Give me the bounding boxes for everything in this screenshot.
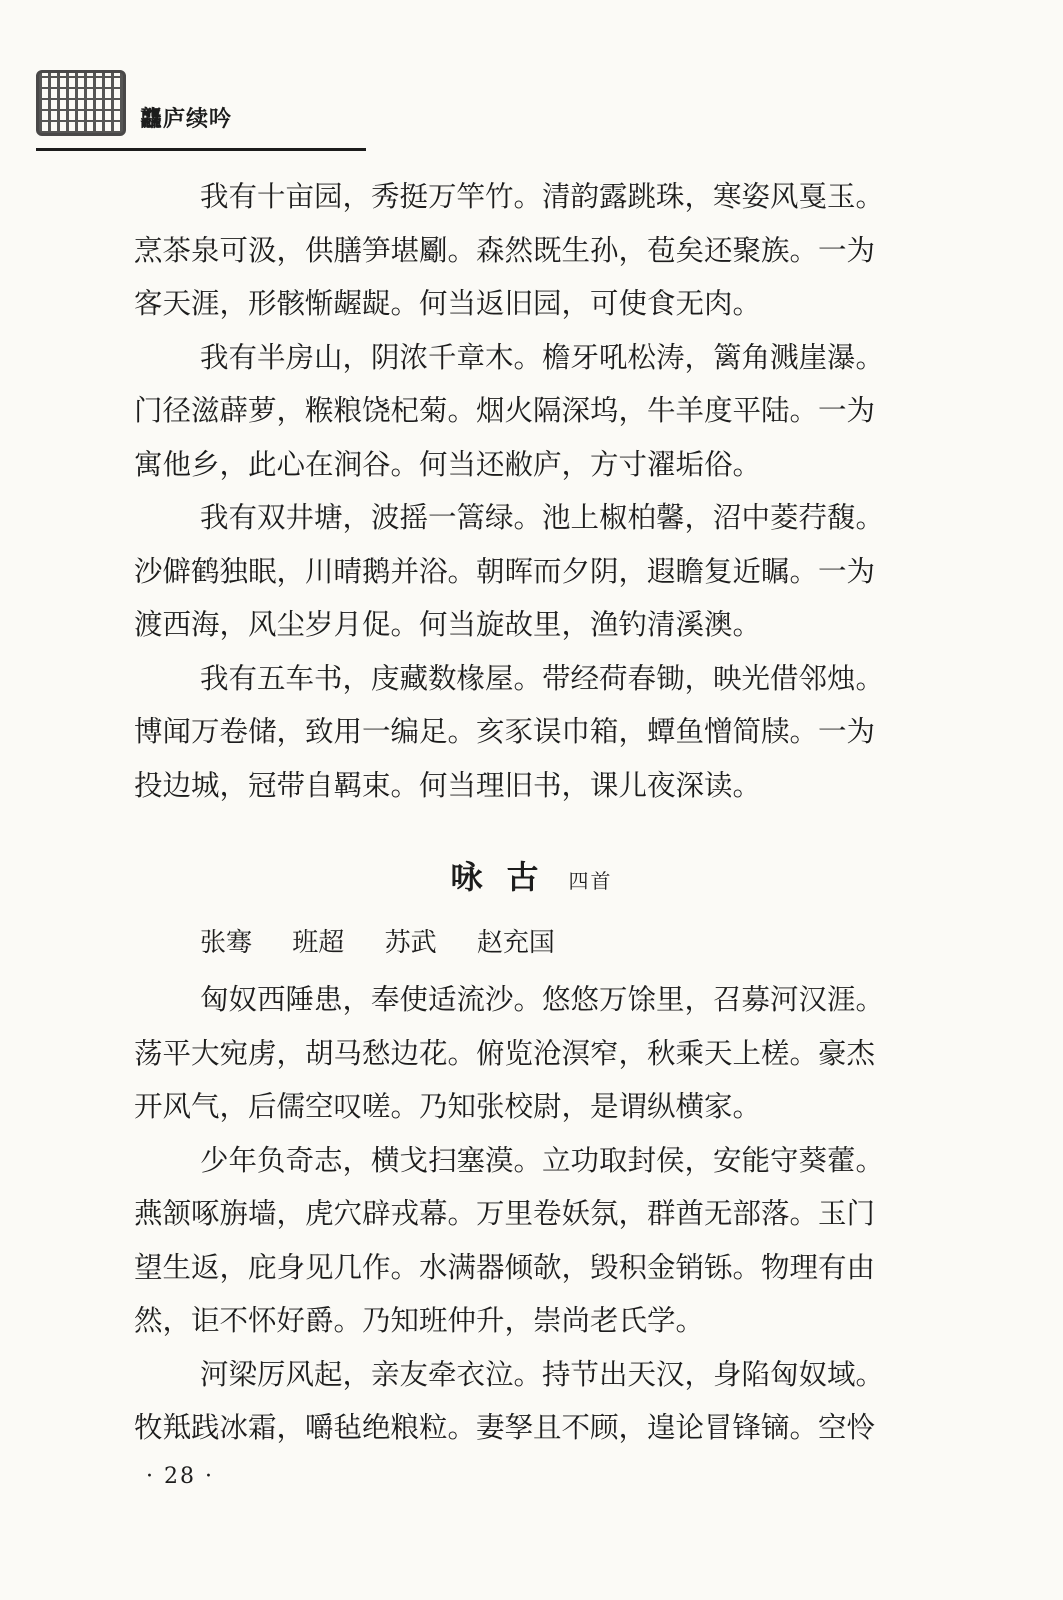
text-line: 客天涯，形骸惭龌龊。何当返旧园，可使食无肉。 bbox=[134, 287, 762, 320]
text-line: 渡西海，风尘岁月促。何当旋故里，渔钓清溪澳。 bbox=[134, 608, 762, 641]
page-number: · 28 · bbox=[146, 1464, 214, 1489]
text-line: 牧羝践冰霜，嚼毡绝粮粒。妻孥且不顾，遑论冒锋镝。空怜 bbox=[134, 1411, 876, 1444]
text-line: 河梁厉风起，亲友牵衣泣。持节出天汉，身陷匈奴域。 bbox=[200, 1357, 885, 1391]
text-line: 荡平大宛虏，胡马愁边花。俯览沧溟窄，秋乘天上槎。豪杰 bbox=[134, 1036, 876, 1070]
subject-item: 张骞 bbox=[200, 928, 253, 958]
text-line: 我有十亩园，秀挺万竿竹。清韵露跳珠，寒姿风戛玉。 bbox=[200, 180, 885, 213]
subject-item: 苏武 bbox=[384, 928, 437, 958]
poem-heading bbox=[0, 852, 1063, 898]
text-line: 开风气，后儒空叹嗟。乃知张校尉，是谓纵横家。 bbox=[134, 1090, 762, 1123]
seal-logo bbox=[36, 70, 126, 136]
text-line: 寓他乡，此心在涧谷。何当还敝庐，方寸濯垢俗。 bbox=[134, 447, 762, 481]
poem-subtitle: 四首 bbox=[568, 869, 613, 893]
text-line: 沙僻鹤独眠，川晴鹅并浴。朝晖而夕阴，遐瞻复近瞩。一为 bbox=[134, 554, 876, 588]
poem-subjects bbox=[200, 922, 587, 959]
poem-title: 咏古 bbox=[450, 858, 563, 896]
text-line: 我有半房山，阴浓千章木。檐牙吼松涛，篱角溅崖瀑。 bbox=[200, 340, 885, 374]
page-header bbox=[36, 64, 366, 156]
text-line: 然，讵不怀好爵。乃知班仲升，崇尚老氏学。 bbox=[134, 1304, 705, 1337]
text-line: 我有五车书，庋藏数椽屋。带经荷春锄，映光借邻烛。 bbox=[200, 661, 885, 695]
text-line: 我有双井塘，波摇一篙绿。池上椒柏馨，沼中菱荇馥。 bbox=[200, 501, 885, 534]
text-line: 投边城，冠带自羁束。何当理旧书，课儿夜深读。 bbox=[134, 768, 762, 802]
prose-section-1 bbox=[134, 170, 964, 812]
subject-item: 赵充国 bbox=[476, 928, 555, 958]
text-line: 匈奴西陲患，奉使适流沙。悠悠万馀里，召募河汉涯。 bbox=[200, 983, 885, 1016]
running-title: 龘庐续吟 bbox=[140, 107, 233, 132]
text-line: 望生返，庇身见几作。水满器倾欹，毁积金销铄。物理有由 bbox=[134, 1250, 876, 1284]
header-rule bbox=[36, 148, 366, 151]
text-line: 燕颔啄旃墙，虎穴辟戎幕。万里卷妖氛，群酋无部落。玉门 bbox=[134, 1197, 876, 1230]
text-line: 烹茶泉可汲，供膳笋堪劚。森然既生孙，苞矣还聚族。一为 bbox=[134, 233, 876, 267]
subject-item: 班超 bbox=[292, 928, 345, 958]
text-line: 少年负奇志，横戈扫塞漠。立功取封侯，安能守葵藿。 bbox=[200, 1143, 885, 1177]
text-line: 博闻万卷储，致用一编足。亥豕误巾箱，蟫鱼憎简牍。一为 bbox=[134, 715, 876, 748]
text-line: 门径滋薜萝，糇粮饶杞菊。烟火隔深坞，牛羊度平陆。一为 bbox=[134, 394, 876, 427]
prose-section-2 bbox=[134, 973, 964, 1455]
